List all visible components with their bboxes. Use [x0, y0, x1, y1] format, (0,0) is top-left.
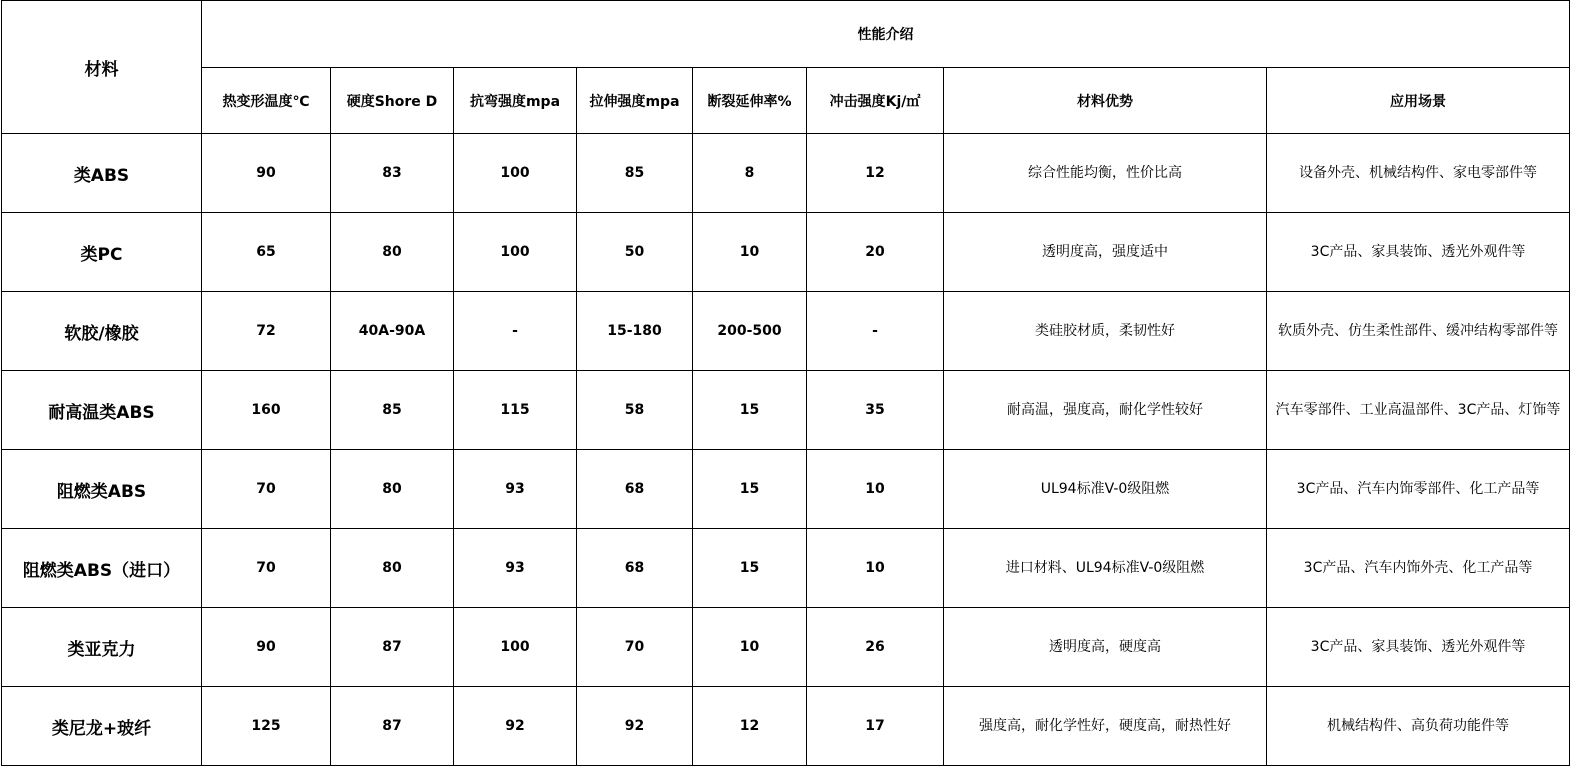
elongation-cell: 15: [693, 450, 807, 529]
impact-strength-cell: 17: [807, 687, 944, 766]
table-row: [2, 213, 1570, 292]
advantage-cell: 类硅胶材质，柔韧性好: [944, 292, 1267, 371]
advantage-cell: 综合性能均衡，性价比高: [944, 134, 1267, 213]
application-cell: 汽车零部件、工业高温部件、3C产品、灯饰等: [1267, 371, 1570, 450]
application-cell: 设备外壳、机械结构件、家电零部件等: [1267, 134, 1570, 213]
application-cell: 3C产品、家具装饰、透光外观件等: [1267, 213, 1570, 292]
tensile-strength-cell: 58: [577, 371, 693, 450]
column-header-impact-strength: 冲击强度Kj/㎡: [807, 68, 944, 134]
table-row: [2, 450, 1570, 529]
hardness-cell: 80: [331, 529, 454, 608]
material-name-cell: 类PC: [2, 213, 202, 292]
table-row: [2, 608, 1570, 687]
application-cell: 3C产品、家具装饰、透光外观件等: [1267, 608, 1570, 687]
heat-deflection-cell: 70: [202, 529, 331, 608]
material-name-cell: 类ABS: [2, 134, 202, 213]
impact-strength-cell: 35: [807, 371, 944, 450]
advantage-cell: 透明度高，硬度高: [944, 608, 1267, 687]
elongation-cell: 8: [693, 134, 807, 213]
heat-deflection-cell: 90: [202, 134, 331, 213]
tensile-strength-cell: 92: [577, 687, 693, 766]
material-name-cell: 软胶/橡胶: [2, 292, 202, 371]
tensile-strength-cell: 15-180: [577, 292, 693, 371]
heat-deflection-cell: 70: [202, 450, 331, 529]
elongation-cell: 15: [693, 529, 807, 608]
hardness-cell: 87: [331, 687, 454, 766]
advantage-cell: UL94标准V-0级阻燃: [944, 450, 1267, 529]
flexural-strength-cell: 93: [454, 529, 577, 608]
hardness-cell: 80: [331, 450, 454, 529]
elongation-cell: 12: [693, 687, 807, 766]
table-row: [2, 529, 1570, 608]
material-name-cell: 类尼龙+玻纤: [2, 687, 202, 766]
tensile-strength-cell: 68: [577, 450, 693, 529]
impact-strength-cell: 20: [807, 213, 944, 292]
column-header-flexural-strength: 抗弯强度mpa: [454, 68, 577, 134]
table-body: [2, 134, 1570, 766]
elongation-cell: 10: [693, 608, 807, 687]
elongation-cell: 10: [693, 213, 807, 292]
tensile-strength-cell: 85: [577, 134, 693, 213]
heat-deflection-cell: 72: [202, 292, 331, 371]
flexural-strength-cell: 115: [454, 371, 577, 450]
flexural-strength-cell: 92: [454, 687, 577, 766]
flexural-strength-cell: 100: [454, 134, 577, 213]
impact-strength-cell: 10: [807, 529, 944, 608]
heat-deflection-cell: 90: [202, 608, 331, 687]
hardness-cell: 80: [331, 213, 454, 292]
table-row: [2, 292, 1570, 371]
tensile-strength-cell: 70: [577, 608, 693, 687]
material-name-cell: 阻燃类ABS（进口）: [2, 529, 202, 608]
column-header-heat-deflection: 热变形温度℃: [202, 68, 331, 134]
header-row-columns: [2, 68, 1570, 134]
table-row: [2, 687, 1570, 766]
elongation-cell: 15: [693, 371, 807, 450]
table-row: [2, 371, 1570, 450]
elongation-cell: 200-500: [693, 292, 807, 371]
flexural-strength-cell: 93: [454, 450, 577, 529]
impact-strength-cell: 12: [807, 134, 944, 213]
heat-deflection-cell: 125: [202, 687, 331, 766]
flexural-strength-cell: 100: [454, 608, 577, 687]
advantage-cell: 进口材料、UL94标准V-0级阻燃: [944, 529, 1267, 608]
table-header: [2, 1, 1570, 134]
material-name-cell: 类亚克力: [2, 608, 202, 687]
hardness-cell: 85: [331, 371, 454, 450]
column-header-advantage: 材料优势: [944, 68, 1267, 134]
impact-strength-cell: 10: [807, 450, 944, 529]
heat-deflection-cell: 160: [202, 371, 331, 450]
heat-deflection-cell: 65: [202, 213, 331, 292]
application-cell: 3C产品、汽车内饰外壳、化工产品等: [1267, 529, 1570, 608]
hardness-cell: 87: [331, 608, 454, 687]
application-cell: 3C产品、汽车内饰零部件、化工产品等: [1267, 450, 1570, 529]
tensile-strength-cell: 68: [577, 529, 693, 608]
material-column-header: 材料: [2, 1, 202, 134]
column-header-application: 应用场景: [1267, 68, 1570, 134]
hardness-cell: 40A-90A: [331, 292, 454, 371]
advantage-cell: 透明度高，强度适中: [944, 213, 1267, 292]
flexural-strength-cell: -: [454, 292, 577, 371]
material-name-cell: 阻燃类ABS: [2, 450, 202, 529]
application-cell: 机械结构件、高负荷功能件等: [1267, 687, 1570, 766]
material-name-cell: 耐高温类ABS: [2, 371, 202, 450]
hardness-cell: 83: [331, 134, 454, 213]
column-header-tensile-strength: 拉伸强度mpa: [577, 68, 693, 134]
advantage-cell: 耐高温，强度高，耐化学性较好: [944, 371, 1267, 450]
impact-strength-cell: -: [807, 292, 944, 371]
header-row-top: [2, 1, 1570, 68]
tensile-strength-cell: 50: [577, 213, 693, 292]
table-row: [2, 134, 1570, 213]
flexural-strength-cell: 100: [454, 213, 577, 292]
column-header-hardness: 硬度Shore D: [331, 68, 454, 134]
application-cell: 软质外壳、仿生柔性部件、缓冲结构零部件等: [1267, 292, 1570, 371]
column-header-elongation: 断裂延伸率%: [693, 68, 807, 134]
material-properties-table: [1, 0, 1570, 766]
performance-group-header: 性能介绍: [202, 1, 1570, 68]
impact-strength-cell: 26: [807, 608, 944, 687]
advantage-cell: 强度高，耐化学性好，硬度高，耐热性好: [944, 687, 1267, 766]
